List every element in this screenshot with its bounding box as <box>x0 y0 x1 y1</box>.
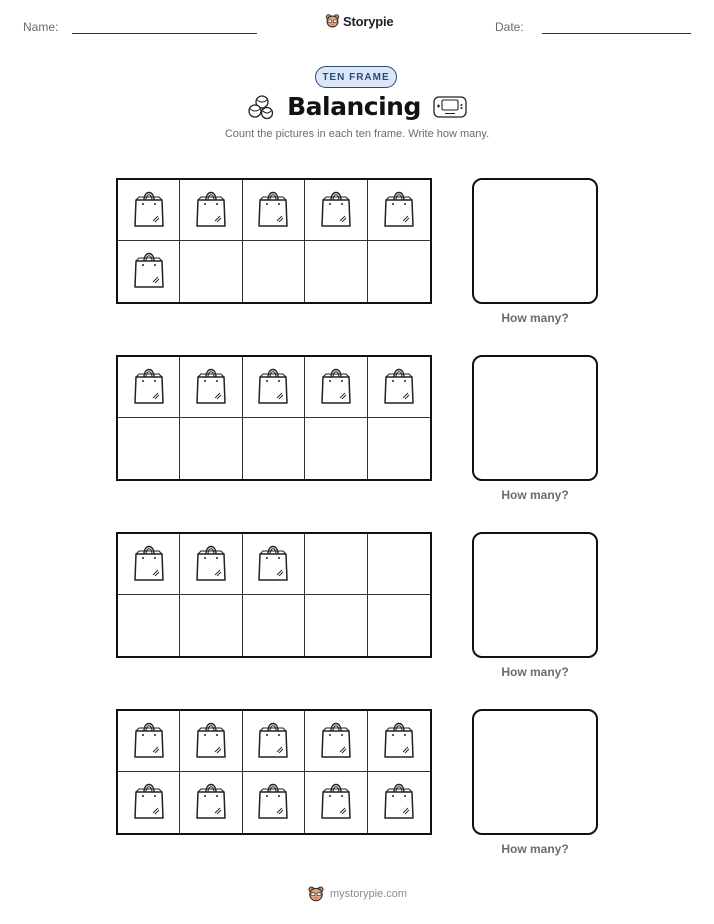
ten-frame-cell <box>243 595 305 656</box>
answer-box[interactable] <box>472 355 598 481</box>
ten-frame-cell <box>118 180 180 241</box>
how-many-label: How many? <box>501 842 569 856</box>
ten-frame-cell <box>118 772 180 833</box>
ten-frame-cell <box>180 418 242 479</box>
ten-frame <box>116 709 432 835</box>
ten-frame-cell <box>180 357 242 418</box>
shopping-bag-icon <box>382 363 416 412</box>
ten-frame-cell <box>180 595 242 656</box>
shopping-bag-icon <box>194 540 228 589</box>
ten-frame-cell <box>368 357 430 418</box>
ten-frame-cell <box>180 180 242 241</box>
date-label: Date: <box>495 20 524 34</box>
ten-frame-cell <box>118 418 180 479</box>
answer-box[interactable] <box>472 709 598 835</box>
shopping-bag-icon <box>194 363 228 412</box>
ten-frame-cell <box>305 357 367 418</box>
shopping-bag-icon <box>132 540 166 589</box>
page-title: Balancing <box>287 92 421 121</box>
ten-frame-cell <box>305 241 367 302</box>
instructions: Count the pictures in each ten frame. Write how many. <box>224 128 490 140</box>
shopping-bag-icon <box>319 186 353 235</box>
ten-frame-cell <box>368 241 430 302</box>
brand-logo <box>325 13 393 29</box>
ten-frame-cell <box>305 711 367 772</box>
footer-url: mystorypie.com <box>329 888 408 900</box>
ten-frame-cell <box>118 241 180 302</box>
shopping-bag-icon <box>382 778 416 827</box>
ten-frame <box>116 532 432 658</box>
shopping-bag-icon <box>319 717 353 766</box>
ten-frame <box>116 178 432 304</box>
shopping-bag-icon <box>132 778 166 827</box>
ten-frame-cell <box>180 772 242 833</box>
ten-frame-cell <box>305 534 367 595</box>
shopping-bag-icon <box>256 717 290 766</box>
ten-frame-cell <box>368 711 430 772</box>
footer <box>0 885 714 903</box>
ten-frame-cell <box>305 180 367 241</box>
ten-frame-cell <box>118 534 180 595</box>
ten-frame-cell <box>118 595 180 656</box>
brand-name: Storypie <box>343 13 394 29</box>
shopping-bag-icon <box>132 247 166 296</box>
ten-frame-cell <box>368 180 430 241</box>
ten-frame-cell <box>243 241 305 302</box>
shopping-bag-icon <box>132 363 166 412</box>
shopping-bag-icon <box>319 778 353 827</box>
ten-frame-cell <box>243 180 305 241</box>
ten-frame-cell <box>368 418 430 479</box>
answer-box[interactable] <box>472 532 598 658</box>
ten-frame-badge: TEN FRAME <box>315 66 397 88</box>
ten-frame-cell <box>243 534 305 595</box>
shopping-bag-icon <box>132 717 166 766</box>
balls-icon <box>247 94 275 120</box>
ten-frame <box>116 355 432 481</box>
name-line[interactable] <box>72 33 257 34</box>
name-label: Name: <box>23 20 59 34</box>
ten-frame-cell <box>243 772 305 833</box>
shopping-bag-icon <box>256 778 290 827</box>
ten-frame-cell <box>180 711 242 772</box>
date-line[interactable] <box>542 33 691 34</box>
ten-frame-cell <box>305 595 367 656</box>
shopping-bag-icon <box>194 186 228 235</box>
shopping-bag-icon <box>256 363 290 412</box>
bear-mascot-icon <box>325 13 340 29</box>
shopping-bag-icon <box>194 778 228 827</box>
shopping-bag-icon <box>382 717 416 766</box>
shopping-bag-icon <box>132 186 166 235</box>
ten-frame-cell <box>368 534 430 595</box>
ten-frame-cell <box>118 357 180 418</box>
ten-frame-cell <box>180 534 242 595</box>
ten-frame-cell <box>118 711 180 772</box>
ten-frame-cell <box>368 772 430 833</box>
shopping-bag-icon <box>256 540 290 589</box>
ten-frame-cell <box>368 595 430 656</box>
bear-mascot-icon <box>307 885 325 903</box>
ten-frame-cell <box>243 418 305 479</box>
title-row <box>0 92 714 121</box>
shopping-bag-icon <box>319 363 353 412</box>
how-many-label: How many? <box>501 311 569 325</box>
how-many-label: How many? <box>501 665 569 679</box>
ten-frame-cell <box>243 711 305 772</box>
shopping-bag-icon <box>382 186 416 235</box>
ten-frame-cell <box>243 357 305 418</box>
answer-box[interactable] <box>472 178 598 304</box>
ten-frame-cell <box>305 772 367 833</box>
ten-frame-cell <box>180 241 242 302</box>
game-console-icon <box>433 95 467 119</box>
how-many-label: How many? <box>501 488 569 502</box>
shopping-bag-icon <box>256 186 290 235</box>
ten-frame-cell <box>305 418 367 479</box>
shopping-bag-icon <box>194 717 228 766</box>
